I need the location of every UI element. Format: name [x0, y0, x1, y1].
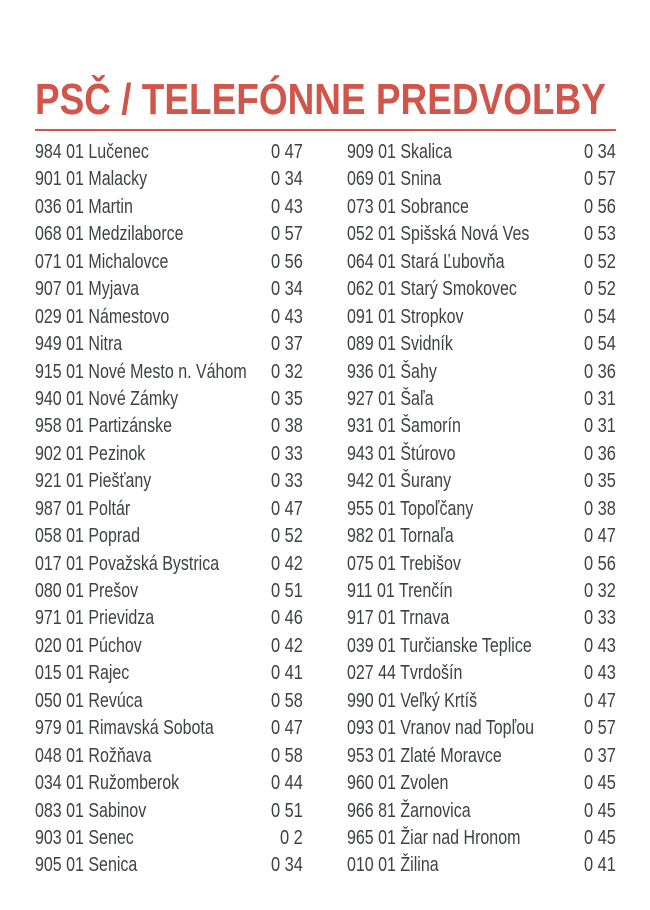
list-item	[347, 551, 616, 578]
list-item	[35, 194, 303, 221]
list-item	[347, 413, 616, 440]
list-item	[347, 715, 616, 742]
postal-code-town: 039 01 Turčianske Teplice	[347, 634, 532, 657]
dialing-code: 0 33	[271, 470, 303, 493]
postal-code-town: 905 01 Senica	[35, 854, 138, 877]
list-item	[347, 194, 616, 221]
postal-code-town: 093 01 Vranov nad Topľou	[347, 717, 535, 740]
dialing-code: 0 41	[584, 854, 616, 877]
postal-code-town: 943 01 Štúrovo	[347, 442, 456, 465]
dialing-code: 0 47	[271, 497, 303, 520]
postal-code-town: 071 01 Michalovce	[35, 250, 169, 273]
list-item	[35, 852, 303, 879]
dialing-code: 0 47	[584, 525, 616, 548]
dialing-code: 0 54	[584, 305, 616, 328]
right-column-list	[347, 139, 616, 880]
dialing-code: 0 31	[584, 387, 616, 410]
list-item	[347, 331, 616, 358]
list-item	[35, 660, 303, 687]
postal-code-town: 990 01 Veľký Krtíš	[347, 689, 478, 712]
list-item	[35, 633, 303, 660]
postal-code-town: 931 01 Šamorín	[347, 415, 461, 438]
dialing-code: 0 37	[584, 744, 616, 767]
postal-code-town: 915 01 Nové Mesto n. Váhom	[35, 360, 247, 383]
list-item	[35, 331, 303, 358]
list-item	[35, 139, 303, 166]
left-column-list	[35, 139, 303, 880]
list-item	[35, 304, 303, 331]
postal-code-town: 971 01 Prievidza	[35, 607, 155, 630]
list-item	[347, 221, 616, 248]
list-item	[347, 825, 616, 852]
postal-code-town: 903 01 Senec	[35, 826, 134, 849]
list-item	[347, 249, 616, 276]
list-item	[35, 166, 303, 193]
dialing-code: 0 35	[271, 387, 303, 410]
dialing-code: 0 45	[584, 772, 616, 795]
list-item	[35, 413, 303, 440]
postal-code-town: 921 01 Piešťany	[35, 470, 152, 493]
postal-code-town: 984 01 Lučenec	[35, 141, 149, 163]
list-item	[35, 496, 303, 523]
postal-code-town: 091 01 Stropkov	[347, 305, 464, 328]
list-item	[35, 249, 303, 276]
dialing-code: 0 42	[271, 552, 303, 575]
postal-code-town: 089 01 Svidník	[347, 333, 453, 356]
postal-code-town: 966 81 Žarnovica	[347, 799, 471, 822]
dialing-code: 0 37	[271, 333, 303, 356]
list-item	[35, 468, 303, 495]
postal-code-town: 936 01 Šahy	[347, 360, 437, 383]
dialing-code: 0 45	[584, 799, 616, 822]
dialing-code: 0 58	[271, 689, 303, 712]
dialing-code: 0 58	[271, 744, 303, 767]
postal-code-town: 965 01 Žiar nad Hronom	[347, 826, 521, 849]
dialing-code: 0 32	[584, 580, 616, 602]
postal-code-town: 979 01 Rimavská Sobota	[35, 717, 214, 740]
postal-code-town: 075 01 Trebišov	[347, 552, 461, 575]
dialing-code: 0 42	[271, 634, 303, 657]
list-item	[347, 276, 616, 303]
postal-code-town: 015 01 Rajec	[35, 662, 130, 685]
list-item	[347, 496, 616, 523]
dialing-code: 0 57	[584, 168, 616, 191]
postal-code-town: 949 01 Nitra	[35, 333, 123, 356]
dialing-code: 0 43	[584, 662, 616, 685]
list-item	[35, 688, 303, 715]
postal-code-town: 942 01 Šurany	[347, 470, 452, 493]
list-item	[347, 166, 616, 193]
dialing-code: 0 35	[584, 470, 616, 493]
postal-code-town: 958 01 Partizánske	[35, 415, 172, 438]
list-item	[347, 304, 616, 331]
postal-code-town: 955 01 Topoľčany	[347, 497, 474, 520]
dialing-code: 0 34	[271, 278, 303, 301]
postal-code-town: 073 01 Sobrance	[347, 195, 469, 218]
dialing-code: 0 43	[271, 305, 303, 328]
list-item	[347, 523, 616, 550]
list-item	[35, 551, 303, 578]
list-item	[347, 688, 616, 715]
dialing-code: 0 44	[271, 772, 303, 795]
dialing-code: 0 51	[271, 580, 303, 602]
dialing-code: 0 46	[271, 607, 303, 630]
dialing-code: 0 54	[584, 333, 616, 356]
dialing-code: 0 47	[271, 141, 303, 163]
dialing-code: 0 32	[271, 360, 303, 383]
dialing-code: 0 53	[584, 223, 616, 246]
dialing-code: 0 34	[271, 168, 303, 191]
list-item	[347, 633, 616, 660]
dialing-code: 0 38	[584, 497, 616, 520]
postal-code-town: 987 01 Poltár	[35, 497, 131, 520]
dialing-code: 0 43	[271, 195, 303, 218]
list-item	[35, 605, 303, 632]
list-item	[35, 359, 303, 386]
postal-code-town: 901 01 Malacky	[35, 168, 148, 191]
postal-code-town: 062 01 Starý Smokovec	[347, 278, 517, 301]
list-item	[347, 578, 616, 605]
postal-code-town: 069 01 Snina	[347, 168, 442, 191]
dialing-code: 0 56	[584, 195, 616, 218]
postal-code-town: 058 01 Poprad	[35, 525, 140, 548]
postal-code-town: 960 01 Zvolen	[347, 772, 449, 795]
page-title: PSČ / TELEFÓNNE PREDVOĽBY	[35, 75, 606, 124]
postal-code-town: 010 01 Žilina	[347, 854, 439, 877]
dialing-code: 0 56	[271, 250, 303, 273]
list-item	[347, 359, 616, 386]
dialing-code: 0 38	[271, 415, 303, 438]
postal-code-town: 907 01 Myjava	[35, 278, 140, 301]
postal-code-town: 083 01 Sabinov	[35, 799, 147, 822]
postal-code-town: 080 01 Prešov	[35, 580, 139, 602]
postal-code-town: 029 01 Námestovo	[35, 305, 170, 328]
postal-code-town: 927 01 Šaľa	[347, 387, 434, 410]
dialing-code: 0 51	[271, 799, 303, 822]
list-item	[347, 605, 616, 632]
postal-code-town: 982 01 Tornaľa	[347, 525, 454, 548]
postal-code-town: 953 01 Zlaté Moravce	[347, 744, 502, 767]
dialing-code: 0 47	[584, 689, 616, 712]
list-item	[347, 743, 616, 770]
dialing-code: 0 52	[584, 278, 616, 301]
postal-code-town: 940 01 Nové Zámky	[35, 387, 179, 410]
list-item	[347, 468, 616, 495]
dialing-code: 0 52	[271, 525, 303, 548]
postal-code-town: 052 01 Spišská Nová Ves	[347, 223, 530, 246]
title-divider	[35, 129, 616, 131]
postal-code-town: 917 01 Trnava	[347, 607, 450, 630]
postal-code-town: 034 01 Ružomberok	[35, 772, 180, 795]
list-item	[35, 523, 303, 550]
list-item	[347, 386, 616, 413]
list-item	[35, 743, 303, 770]
postal-code-town: 902 01 Pezinok	[35, 442, 146, 465]
dialing-code: 0 31	[584, 415, 616, 438]
postal-code-town: 048 01 Rožňava	[35, 744, 152, 767]
list-item	[35, 386, 303, 413]
postal-code-town: 036 01 Martin	[35, 195, 133, 218]
list-item	[35, 221, 303, 248]
list-item	[35, 770, 303, 797]
list-item	[347, 660, 616, 687]
list-item	[347, 441, 616, 468]
dialing-code: 0 56	[584, 552, 616, 575]
list-item	[347, 798, 616, 825]
postal-code-town: 911 01 Trenčín	[347, 580, 453, 602]
dialing-code: 0 57	[271, 223, 303, 246]
list-item	[347, 770, 616, 797]
list-item	[347, 139, 616, 166]
list-item	[35, 798, 303, 825]
postal-code-town: 064 01 Stará Ľubovňa	[347, 250, 505, 273]
postal-code-town: 050 01 Revúca	[35, 689, 143, 712]
dialing-code: 0 45	[584, 826, 616, 849]
dialing-code: 0 47	[271, 717, 303, 740]
list-item	[35, 715, 303, 742]
dialing-code: 0 43	[584, 634, 616, 657]
list-item	[35, 441, 303, 468]
postal-code-town: 017 01 Považská Bystrica	[35, 552, 220, 575]
postal-code-town: 020 01 Púchov	[35, 634, 142, 657]
dialing-code: 0 33	[271, 442, 303, 465]
postal-code-town: 909 01 Skalica	[347, 141, 452, 163]
dialing-code: 0 2	[280, 826, 303, 849]
dialing-code: 0 52	[584, 250, 616, 273]
list-item	[35, 276, 303, 303]
dialing-code: 0 36	[584, 442, 616, 465]
postal-code-town: 027 44 Tvrdošín	[347, 662, 463, 685]
dialing-code: 0 41	[271, 662, 303, 685]
dialing-code: 0 36	[584, 360, 616, 383]
list-item	[35, 578, 303, 605]
dialing-code: 0 57	[584, 717, 616, 740]
dialing-code: 0 33	[584, 607, 616, 630]
dialing-code: 0 34	[584, 141, 616, 163]
postal-code-town: 068 01 Medzilaborce	[35, 223, 184, 246]
dialing-code: 0 34	[271, 854, 303, 877]
list-item	[347, 852, 616, 879]
list-item	[35, 825, 303, 852]
